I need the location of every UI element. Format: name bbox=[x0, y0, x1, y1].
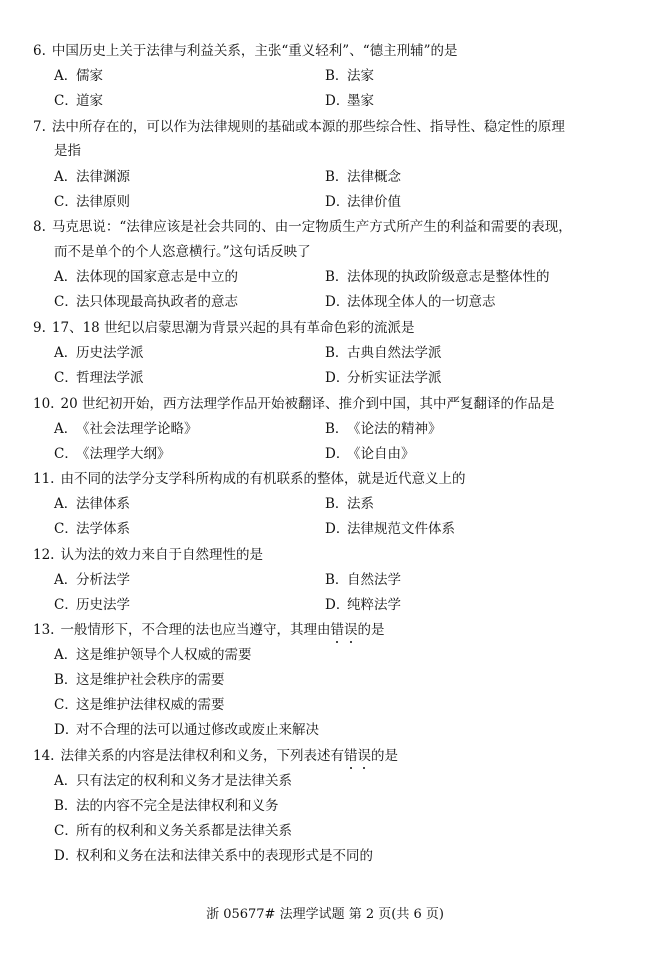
question-14-option-a: A．只有法定的权利和义务才是法律关系 bbox=[54, 773, 292, 789]
emphasis-mark: 错 bbox=[343, 748, 358, 764]
emphasis-mark: 误 bbox=[343, 622, 358, 638]
question-9-stem: 9. 17、18 世纪以启蒙思潮为背景兴起的具有革命色彩的流派是 bbox=[33, 320, 415, 336]
question-13-option-b: B．这是维护社会秩序的需要 bbox=[54, 672, 225, 688]
question-10-option-c: C．《法理学大纲》 bbox=[54, 446, 171, 462]
question-11-option-b: B．法系 bbox=[325, 496, 374, 512]
question-10-option-d: D．《论自由》 bbox=[325, 446, 415, 462]
question-9-option-d: D．分析实证法学派 bbox=[325, 370, 442, 386]
question-12-option-c: C．历史法学 bbox=[54, 597, 130, 613]
question-12-stem: 12. 认为法的效力来自于自然理性的是 bbox=[33, 547, 263, 563]
question-9-option-c: C．哲理法学派 bbox=[54, 370, 144, 386]
question-10-option-a: A．《社会法理学论略》 bbox=[54, 421, 198, 437]
question-13-option-c: C．这是维护法律权威的需要 bbox=[54, 697, 225, 713]
question-11-stem: 11. 由不同的法学分支学科所构成的有机联系的整体，就是近代意义上的 bbox=[33, 471, 466, 487]
emphasis-mark: 误 bbox=[357, 748, 371, 764]
question-6-option-a: A．儒家 bbox=[54, 68, 103, 84]
question-9-option-b: B．古典自然法学派 bbox=[325, 345, 442, 361]
page-footer: 浙 05677# 法理学试题 第 2 页(共 6 页) bbox=[206, 907, 444, 922]
question-14-option-c: C．所有的权利和义务关系都是法律关系 bbox=[54, 823, 292, 839]
question-8-option-b: B．法体现的执政阶级意志是整体性的 bbox=[325, 269, 550, 285]
question-7-option-c: C．法律原则 bbox=[54, 194, 130, 210]
question-7-option-a: A．法律渊源 bbox=[54, 169, 130, 185]
question-13-stem: 13. 一般情形下，不合理的法也应当遵守，其理由错误的是 bbox=[33, 622, 385, 638]
question-13-option-d: D．对不合理的法可以通过修改或废止来解决 bbox=[54, 722, 319, 738]
question-8-stem-cont: 而不是单个的个人恣意横行。”这句话反映了 bbox=[54, 244, 311, 260]
question-6-option-d: D．墨家 bbox=[325, 93, 374, 109]
question-10-stem: 10. 20 世纪初开始，西方法理学作品开始被翻译、推介到中国，其中严复翻译的作品是 bbox=[33, 396, 555, 412]
question-12-option-b: B．自然法学 bbox=[325, 572, 401, 588]
question-8-option-a: A．法体现的国家意志是中立的 bbox=[54, 269, 238, 285]
question-12-option-a: A．分析法学 bbox=[54, 572, 130, 588]
question-11-option-a: A．法律体系 bbox=[54, 496, 130, 512]
emphasis-mark: 错 bbox=[330, 622, 344, 638]
question-7-option-b: B．法律概念 bbox=[325, 169, 401, 185]
question-8-stem: 8. 马克思说：“法律应该是社会共同的、由一定物质生产方式所产生的利益和需要的表现， bbox=[33, 219, 572, 235]
question-12-option-d: D．纯粹法学 bbox=[325, 597, 401, 613]
question-6-option-c: C．道家 bbox=[54, 93, 103, 109]
question-14-option-d: D．权利和义务在法和法律关系中的表现形式是不同的 bbox=[54, 848, 373, 864]
question-6-stem: 6. 中国历史上关于法律与利益关系，主张“重义轻利”、“德主刑辅”的是 bbox=[33, 43, 458, 59]
question-14-option-b: B．法的内容不完全是法律权利和义务 bbox=[54, 798, 279, 814]
question-11-option-c: C．法学体系 bbox=[54, 521, 130, 537]
question-7-option-d: D．法律价值 bbox=[325, 194, 401, 210]
question-7-stem: 7. 法中所存在的，可以作为法律规则的基础或本源的那些综合性、指导性、稳定性的原理 bbox=[33, 119, 565, 135]
question-14-stem: 14. 法律关系的内容是法律权利和义务，下列表述有错误的是 bbox=[33, 748, 398, 764]
question-11-option-d: D．法律规范文件体系 bbox=[325, 521, 455, 537]
question-6-option-b: B．法家 bbox=[325, 68, 374, 84]
question-7-stem-cont: 是指 bbox=[54, 143, 81, 159]
question-8-option-c: C．法只体现最高执政者的意志 bbox=[54, 294, 238, 310]
question-10-option-b: B．《论法的精神》 bbox=[325, 421, 442, 437]
question-13-option-a: A．这是维护领导个人权威的需要 bbox=[54, 647, 252, 663]
question-8-option-d: D．法体现全体人的一切意志 bbox=[325, 294, 496, 310]
question-9-option-a: A．历史法学派 bbox=[54, 345, 144, 361]
